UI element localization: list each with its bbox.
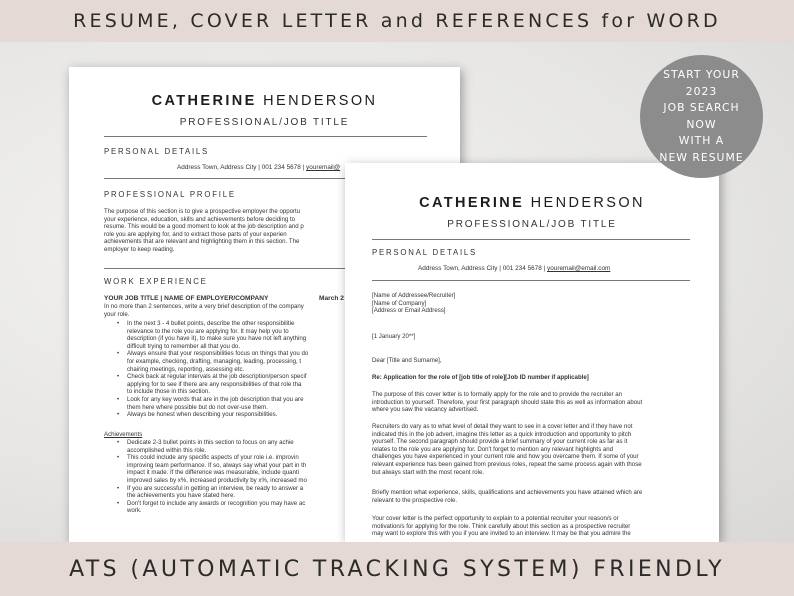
bullet-item: • This could include any specific aspects of your role i.e. improvin <box>117 454 307 462</box>
cover-address: Address Town, Address City <box>418 265 498 272</box>
resume-rule <box>104 136 427 137</box>
paragraph-line: relevant to the prospective role. <box>372 496 458 504</box>
badge-line: NEW RESUME <box>659 150 744 164</box>
top-banner-text: RESUME, COVER LETTER and REFERENCES for WORD <box>73 10 721 32</box>
cover-separator: | <box>499 265 501 272</box>
badge-line: START YOUR <box>663 68 740 81</box>
paragraph-line: where you saw the vacancy advertised. <box>372 406 479 414</box>
profile-line: achievements that are relevant and highlighting them in this section. The <box>104 238 300 246</box>
paragraph-line: motivation/s for applying for the role. Think carefully about this section as a prospective recruiter <box>372 522 631 530</box>
paragraph-line: relevant experience has been gained from previous roles, repeat the same process again with those <box>372 460 642 468</box>
badge-line: 2023 <box>685 84 718 98</box>
resume-phone: 001 234 5678 <box>261 164 301 171</box>
resume-job-intro <box>104 303 304 318</box>
top-banner <box>0 0 794 42</box>
cover-email: youremail@email.com <box>547 265 611 272</box>
paragraph-line: Your cover letter is the perfect opportunity to explain to a potential recruiter your reason/s or <box>372 515 619 522</box>
promo-badge <box>640 55 763 178</box>
intro-line: your role. <box>104 310 130 318</box>
bullet-item: them here where possible but do not over-use them. <box>127 403 268 411</box>
cover-re-line: Re: Application for the role of [job title of role][Job ID number if applicable] <box>372 374 589 381</box>
bullet-item: for example, checking, drafting, managing, leading, processing, t <box>127 357 302 365</box>
cover-paragraph-3 <box>372 489 642 504</box>
cover-personal-details-heading: PERSONAL DETAILS <box>372 248 478 257</box>
bullet-item: difficult trying to remember all that you do. <box>127 342 241 350</box>
bullet-item: chairing meetings, reporting, assessing etc. <box>127 365 245 373</box>
cover-paragraph-2 <box>372 423 642 476</box>
profile-line: role you are applying for, and to extract those parts of your experien <box>104 230 287 238</box>
resume-job-date: March 2 <box>319 295 344 302</box>
resume-name <box>69 93 460 109</box>
address-line: [Name of Company] <box>372 299 427 307</box>
resume-work-heading: WORK EXPERIENCE <box>104 277 208 286</box>
cover-address-block <box>372 292 455 315</box>
badge-line: JOB SEARCH <box>663 101 740 114</box>
bullet-item: • Always ensure that your responsibilities focus on things that you do <box>117 350 308 358</box>
resume-personal-details-heading: PERSONAL DETAILS <box>104 147 210 156</box>
resume-job-title: PROFESSIONAL/JOB TITLE <box>179 117 350 128</box>
bullet-item: • Don't forget to include any awards or recognition you may have ac <box>117 500 307 508</box>
resume-contact-line <box>177 164 340 171</box>
cover-rule <box>372 239 690 240</box>
cover-contact-line <box>418 265 610 272</box>
resume-profile-heading: PROFESSIONAL PROFILE <box>104 190 236 199</box>
badge-line: WITH A <box>678 134 725 147</box>
cover-rule <box>372 280 690 281</box>
paragraph-line: Briefly mention what experience, skills, qualifications and achievements you have attained which are <box>372 489 643 496</box>
address-line: [Name of Addressee/Recruiter] <box>372 292 456 299</box>
bottom-banner <box>0 542 794 596</box>
bullet-item: improving team performance. If so, always say what your part in th <box>127 461 307 469</box>
bullet-item: • Dedicate 2-3 bullet points in this section to focus on any achie <box>117 439 307 447</box>
profile-line: your experience, education, skills and achievements before deciding to <box>104 215 296 223</box>
resume-job-heading: YOUR JOB TITLE | NAME OF EMPLOYER/COMPANY <box>104 295 269 302</box>
bullet-item: impact it made. If the difference was measurable, include quanti <box>127 469 299 477</box>
bullet-item: improved sales by x%, increased productivity by x%, increased mo <box>127 476 307 484</box>
bullet-item: • Check back at regular intervals at the job description/person specif <box>117 373 308 381</box>
paragraph-line: yourself. The second paragraph should provide a brief summary of your current role as far as it <box>372 438 628 446</box>
paragraph-line: may want to explore this with you if you are invited to an interview. It may be that you admire the <box>372 530 631 538</box>
achievements-label: Achievements <box>104 431 143 438</box>
intro-line: In no more than 2 sentences, write a very brief description of the company <box>104 303 304 310</box>
cover-name <box>345 195 719 211</box>
address-line: [Address or Email Address] <box>372 307 446 315</box>
paragraph-line: relates to the role you are applying for. Don't forget to mention any relevant highlights and <box>372 445 613 453</box>
paragraph-line: but always start with the most recent role. <box>372 468 485 476</box>
paragraph-line: introduction to yourself. Therefore, your first paragraph should state this as well as information about <box>372 398 643 406</box>
bullet-item: applying for to see if there are any responsibilities of that role tha <box>127 380 302 388</box>
cover-phone: 001 234 5678 <box>502 265 542 272</box>
badge-line: NOW <box>686 117 717 131</box>
resume-first-name: CATHERINE <box>151 93 257 109</box>
bullet-item: work. <box>127 507 142 515</box>
resume-separator: | <box>258 164 260 171</box>
cover-letter-document <box>345 163 719 542</box>
bullet-item: the achievements you have stated here. <box>127 492 236 500</box>
paragraph-line: Recruiters do vary as to what level of detail they want to see in a cover letter and if they have not <box>372 423 633 430</box>
cover-paragraph-4 <box>372 515 631 538</box>
paragraph-line: challenges you have experienced in your current role and how you overcame them. If some of your <box>372 453 639 461</box>
cover-date: [1 January 20**] <box>372 333 416 340</box>
bullet-item: to include those in this section. <box>127 388 210 396</box>
bullet-item: • Always be honest when describing your responsibilities. <box>117 411 308 419</box>
resume-address: Address Town, Address City <box>177 164 257 171</box>
profile-line: The purpose of this section is to give a prospective employer the opportu <box>104 208 301 215</box>
cover-paragraph-1 <box>372 391 642 414</box>
responsibilities-list <box>117 320 308 419</box>
bullet-item: description (if you have it), to make sure you have not left anything <box>127 335 307 343</box>
bullet-item: • If you are successful in getting an interview, be ready to answer a <box>117 485 307 493</box>
profile-line: resume. This would be a good moment to look at the job description and p <box>104 223 304 231</box>
cover-last-name: HENDERSON <box>530 195 645 211</box>
cover-salutation: Dear [Title and Surname], <box>372 357 442 364</box>
cover-job-title: PROFESSIONAL/JOB TITLE <box>447 219 617 230</box>
resume-separator: | <box>302 164 305 171</box>
resume-profile-text <box>104 208 304 254</box>
bullet-item: accomplished within this role. <box>127 446 207 454</box>
bottom-banner-text: ATS (AUTOMATIC TRACKING SYSTEM) FRIENDLY <box>69 556 725 582</box>
bullet-item: relevance to the role you are applying for. It may help you to <box>127 327 289 335</box>
profile-line: employer to keep reading. <box>104 245 175 253</box>
resume-last-name: HENDERSON <box>263 93 378 109</box>
bullet-item: • Look for any key words that are in the job description that you are <box>117 396 308 404</box>
paragraph-line: indicated this in the job advert, imagine this letter as a quick introduction and opportunity to pitch <box>372 430 632 438</box>
cover-first-name: CATHERINE <box>419 195 525 211</box>
achievements-list <box>117 439 307 515</box>
cover-separator: | <box>543 265 546 272</box>
bullet-item: • In the next 3 - 4 bullet points, describe the other responsibilitie <box>117 320 308 328</box>
resume-email: youremail@ <box>306 164 341 171</box>
paragraph-line: The purpose of this cover letter is to formally apply for the role and to provide the recruiter an <box>372 391 622 398</box>
